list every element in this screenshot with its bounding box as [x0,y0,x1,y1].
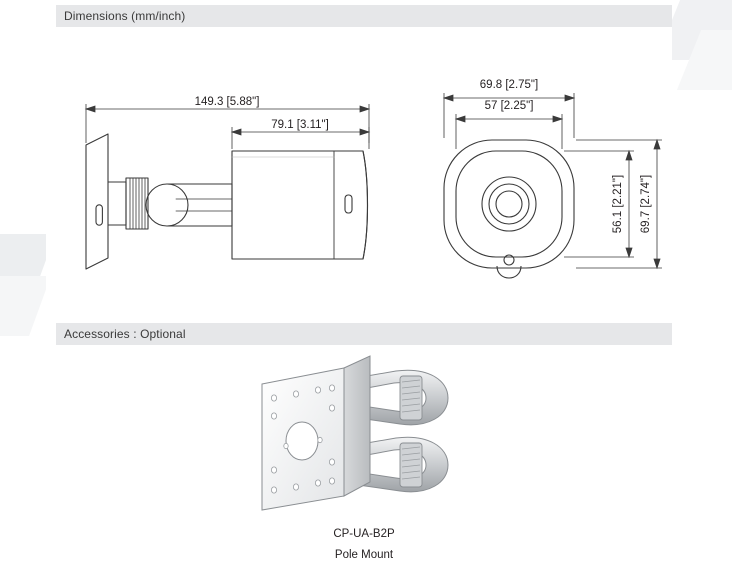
decorative-corner-bottom-left [0,224,46,344]
dim-inner-height-label: 56.1 [2.21"] [612,174,624,234]
dim-body-length-label: 79.1 [3.11"] [271,119,329,131]
pole-mount-svg [56,350,672,525]
dim-inner-width-label: 57 [2.25"] [484,100,534,112]
dimensions-section-title: Dimensions (mm/inch) [64,9,186,23]
dim-outer-height-label: 69.7 [2.74"] [640,174,652,234]
accessory-item [56,350,672,560]
dimensions-svg [56,30,672,315]
accessories-section-header [56,323,672,345]
dim-overall-length-label: 149.3 [5.88"] [194,96,260,108]
accessory-code: CP-UA-B2P [333,528,395,540]
accessories-section-title: Accessories : Optional [64,327,186,341]
dimensions-section-header [56,5,672,27]
accessory-name: Pole Mount [334,549,394,561]
decorative-corner-top-right [672,0,732,90]
dim-outer-width-label: 69.8 [2.75"] [479,79,539,91]
dimensions-drawing [56,30,672,315]
